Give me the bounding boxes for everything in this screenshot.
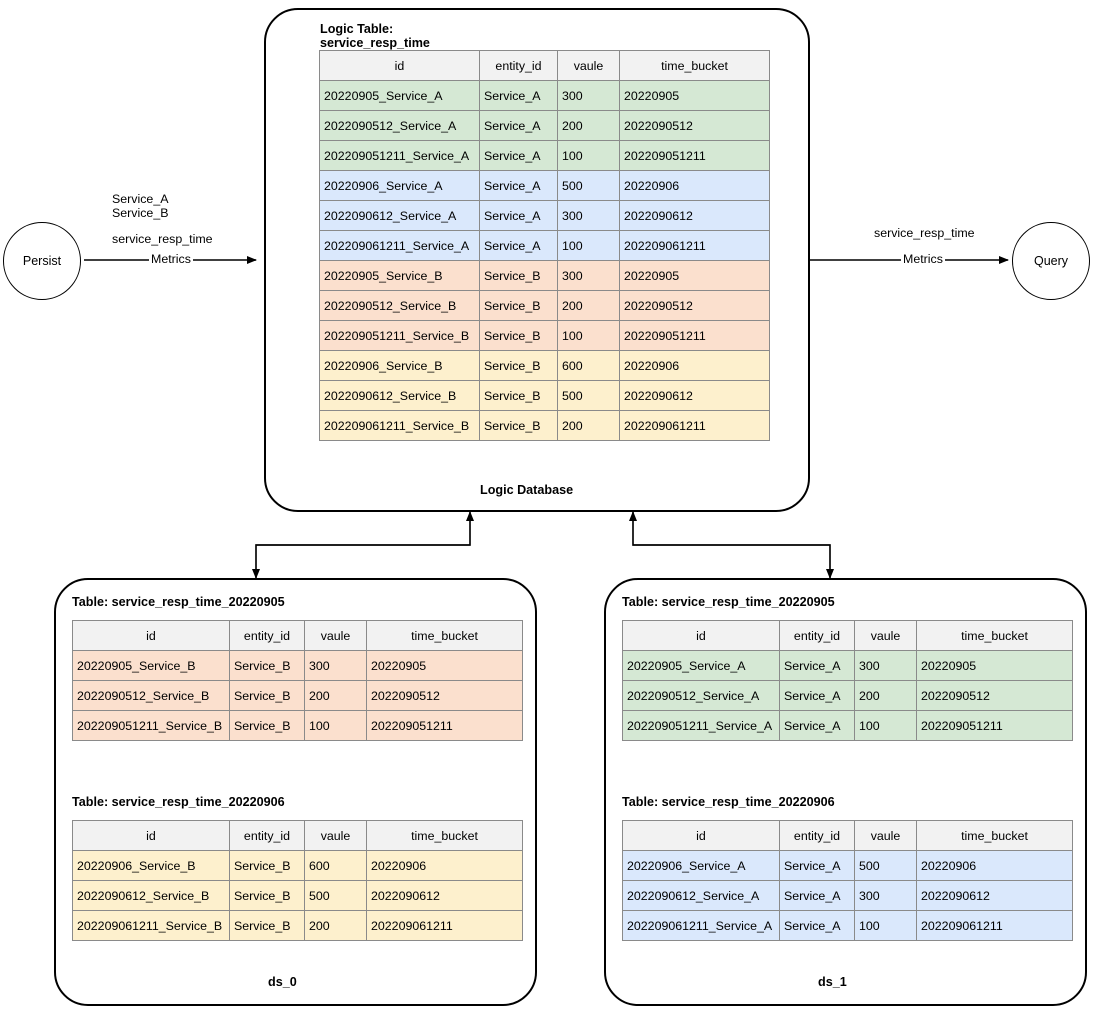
query-edge-label-line1: service_resp_time xyxy=(874,226,975,240)
cell-vaule: 300 xyxy=(855,651,917,681)
ds0-table-20220906 xyxy=(72,820,523,941)
cell-vaule: 200 xyxy=(558,111,620,141)
table-row xyxy=(623,651,1073,681)
col-entity-id: entity_id xyxy=(230,621,305,651)
cell-id: 202209061211_Service_B xyxy=(320,411,480,441)
cell-vaule: 300 xyxy=(855,881,917,911)
cell-id: 202209051211_Service_B xyxy=(73,711,230,741)
cell-time-bucket: 202209061211 xyxy=(620,231,770,261)
cell-id: 2022090612_Service_B xyxy=(320,381,480,411)
cell-time-bucket: 20220906 xyxy=(620,171,770,201)
table-row xyxy=(320,411,770,441)
table-header-row xyxy=(623,621,1073,651)
cell-id: 2022090512_Service_B xyxy=(73,681,230,711)
cell-vaule: 300 xyxy=(558,201,620,231)
table-row xyxy=(623,911,1073,941)
cell-time-bucket: 2022090512 xyxy=(620,111,770,141)
cell-entity-id: Service_A xyxy=(480,201,558,231)
table-row xyxy=(320,381,770,411)
cell-time-bucket: 202209061211 xyxy=(367,911,523,941)
col-id: id xyxy=(320,51,480,81)
col-time-bucket: time_bucket xyxy=(367,821,523,851)
cell-id: 20220906_Service_A xyxy=(623,851,780,881)
cell-vaule: 100 xyxy=(558,321,620,351)
cell-time-bucket: 202209061211 xyxy=(620,411,770,441)
ds0-label: ds_0 xyxy=(268,975,297,989)
table-row xyxy=(623,851,1073,881)
cell-vaule: 100 xyxy=(305,711,367,741)
ds0-table2-body xyxy=(73,851,523,941)
logic-table xyxy=(319,50,770,441)
persist-edge-label-line4: Metrics xyxy=(151,252,191,266)
table-row xyxy=(320,231,770,261)
cell-entity-id: Service_B xyxy=(480,381,558,411)
cell-entity-id: Service_B xyxy=(480,321,558,351)
table-row xyxy=(320,291,770,321)
cell-vaule: 300 xyxy=(305,651,367,681)
ds1-table-20220906 xyxy=(622,820,1073,941)
table-row xyxy=(73,651,523,681)
cell-id: 20220905_Service_A xyxy=(320,81,480,111)
table-row xyxy=(73,711,523,741)
col-entity-id: entity_id xyxy=(780,621,855,651)
cell-id: 202209051211_Service_B xyxy=(320,321,480,351)
cell-time-bucket: 2022090612 xyxy=(917,881,1073,911)
table-row xyxy=(320,81,770,111)
cell-id: 2022090612_Service_A xyxy=(320,201,480,231)
col-vaule: vaule xyxy=(855,621,917,651)
ds0-table2-title: Table: service_resp_time_20220906 xyxy=(72,795,285,809)
table-row xyxy=(623,681,1073,711)
query-edge-label-line2: Metrics xyxy=(903,252,943,266)
cell-entity-id: Service_A xyxy=(480,81,558,111)
col-entity-id: entity_id xyxy=(480,51,558,81)
cell-vaule: 300 xyxy=(558,81,620,111)
table-row xyxy=(320,261,770,291)
table-row xyxy=(320,201,770,231)
cell-id: 202209051211_Service_A xyxy=(320,141,480,171)
col-vaule: vaule xyxy=(558,51,620,81)
cell-time-bucket: 20220905 xyxy=(367,651,523,681)
cell-time-bucket: 2022090512 xyxy=(367,681,523,711)
cell-vaule: 200 xyxy=(305,681,367,711)
cell-entity-id: Service_A xyxy=(480,111,558,141)
cell-time-bucket: 202209051211 xyxy=(917,711,1073,741)
cell-time-bucket: 20220906 xyxy=(917,851,1073,881)
cell-vaule: 100 xyxy=(855,711,917,741)
cell-vaule: 200 xyxy=(305,911,367,941)
cell-entity-id: Service_A xyxy=(480,171,558,201)
cell-entity-id: Service_B xyxy=(480,351,558,381)
persist-node-label: Persist xyxy=(22,254,62,268)
persist-edge-label-line3: service_resp_time xyxy=(112,232,213,246)
ds1-table1-body xyxy=(623,651,1073,741)
table-header-row xyxy=(73,821,523,851)
cell-id: 20220906_Service_B xyxy=(73,851,230,881)
cell-vaule: 500 xyxy=(558,381,620,411)
col-time-bucket: time_bucket xyxy=(917,821,1073,851)
cell-id: 202209061211_Service_B xyxy=(73,911,230,941)
cell-id: 20220905_Service_B xyxy=(320,261,480,291)
table-row xyxy=(320,111,770,141)
cell-time-bucket: 202209061211 xyxy=(917,911,1073,941)
col-entity-id: entity_id xyxy=(780,821,855,851)
ds1-label: ds_1 xyxy=(818,975,847,989)
cell-vaule: 100 xyxy=(558,231,620,261)
table-row xyxy=(623,881,1073,911)
cell-id: 2022090612_Service_B xyxy=(73,881,230,911)
cell-entity-id: Service_A xyxy=(780,911,855,941)
logic-database-label: Logic Database xyxy=(480,483,574,497)
cell-id: 20220906_Service_B xyxy=(320,351,480,381)
table-row xyxy=(320,321,770,351)
cell-time-bucket: 20220905 xyxy=(620,261,770,291)
col-id: id xyxy=(73,821,230,851)
col-time-bucket: time_bucket xyxy=(367,621,523,651)
cell-id: 20220905_Service_B xyxy=(73,651,230,681)
table-row xyxy=(320,351,770,381)
cell-id: 2022090512_Service_A xyxy=(320,111,480,141)
cell-entity-id: Service_A xyxy=(780,711,855,741)
cell-entity-id: Service_A xyxy=(780,681,855,711)
cell-time-bucket: 2022090612 xyxy=(620,381,770,411)
table-header-row xyxy=(623,821,1073,851)
cell-vaule: 200 xyxy=(855,681,917,711)
col-vaule: vaule xyxy=(305,821,367,851)
cell-time-bucket: 202209051211 xyxy=(620,321,770,351)
persist-edge-label-line2: Service_B xyxy=(112,206,169,220)
table-header-row xyxy=(73,621,523,651)
cell-time-bucket: 2022090512 xyxy=(620,291,770,321)
col-entity-id: entity_id xyxy=(230,821,305,851)
logic-table-title-line1: Logic Table: xyxy=(320,22,394,36)
cell-vaule: 100 xyxy=(558,141,620,171)
cell-id: 202209061211_Service_A xyxy=(320,231,480,261)
table-header-row xyxy=(320,51,770,81)
ds1-table2-title: Table: service_resp_time_20220906 xyxy=(622,795,835,809)
cell-vaule: 200 xyxy=(558,291,620,321)
ds0-table1-body xyxy=(73,651,523,741)
cell-entity-id: Service_B xyxy=(230,711,305,741)
cell-id: 20220905_Service_A xyxy=(623,651,780,681)
col-vaule: vaule xyxy=(855,821,917,851)
table-row xyxy=(73,911,523,941)
query-node-label: Query xyxy=(1033,254,1069,268)
table-row xyxy=(73,881,523,911)
ds1-table1-title: Table: service_resp_time_20220905 xyxy=(622,595,835,609)
col-time-bucket: time_bucket xyxy=(620,51,770,81)
col-id: id xyxy=(623,621,780,651)
cell-time-bucket: 202209051211 xyxy=(620,141,770,171)
col-time-bucket: time_bucket xyxy=(917,621,1073,651)
table-row xyxy=(623,711,1073,741)
cell-vaule: 600 xyxy=(558,351,620,381)
cell-entity-id: Service_A xyxy=(780,651,855,681)
cell-entity-id: Service_A xyxy=(780,881,855,911)
cell-id: 2022090612_Service_A xyxy=(623,881,780,911)
cell-time-bucket: 2022090612 xyxy=(620,201,770,231)
ds1-table-20220905 xyxy=(622,620,1073,741)
ds1-table2-body xyxy=(623,851,1073,941)
logic-table-title-line2: service_resp_time xyxy=(320,36,430,50)
cell-vaule: 100 xyxy=(855,911,917,941)
cell-vaule: 200 xyxy=(558,411,620,441)
cell-entity-id: Service_B xyxy=(230,881,305,911)
col-id: id xyxy=(73,621,230,651)
ds0-table1-title: Table: service_resp_time_20220905 xyxy=(72,595,285,609)
cell-entity-id: Service_B xyxy=(230,681,305,711)
cell-id: 202209051211_Service_A xyxy=(623,711,780,741)
col-vaule: vaule xyxy=(305,621,367,651)
cell-id: 2022090512_Service_A xyxy=(623,681,780,711)
cell-vaule: 500 xyxy=(305,881,367,911)
cell-entity-id: Service_B xyxy=(480,411,558,441)
cell-time-bucket: 2022090612 xyxy=(367,881,523,911)
cell-vaule: 500 xyxy=(558,171,620,201)
cell-entity-id: Service_B xyxy=(230,911,305,941)
cell-vaule: 500 xyxy=(855,851,917,881)
cell-entity-id: Service_A xyxy=(480,231,558,261)
table-row xyxy=(73,851,523,881)
query-node[interactable] xyxy=(1012,222,1090,300)
cell-id: 20220906_Service_A xyxy=(320,171,480,201)
cell-time-bucket: 20220906 xyxy=(620,351,770,381)
table-row xyxy=(320,171,770,201)
cell-vaule: 300 xyxy=(558,261,620,291)
cell-time-bucket: 20220905 xyxy=(917,651,1073,681)
persist-edge-label-line1: Service_A xyxy=(112,192,169,206)
cell-time-bucket: 20220906 xyxy=(367,851,523,881)
cell-entity-id: Service_A xyxy=(780,851,855,881)
logic-table-body xyxy=(320,81,770,441)
cell-id: 2022090512_Service_B xyxy=(320,291,480,321)
cell-time-bucket: 202209051211 xyxy=(367,711,523,741)
cell-entity-id: Service_B xyxy=(480,261,558,291)
cell-entity-id: Service_A xyxy=(480,141,558,171)
table-row xyxy=(320,141,770,171)
cell-entity-id: Service_B xyxy=(230,651,305,681)
ds0-table-20220905 xyxy=(72,620,523,741)
cell-entity-id: Service_B xyxy=(480,291,558,321)
table-row xyxy=(73,681,523,711)
cell-time-bucket: 20220905 xyxy=(620,81,770,111)
persist-node[interactable] xyxy=(3,222,81,300)
col-id: id xyxy=(623,821,780,851)
cell-entity-id: Service_B xyxy=(230,851,305,881)
cell-id: 202209061211_Service_A xyxy=(623,911,780,941)
cell-time-bucket: 2022090512 xyxy=(917,681,1073,711)
cell-vaule: 600 xyxy=(305,851,367,881)
